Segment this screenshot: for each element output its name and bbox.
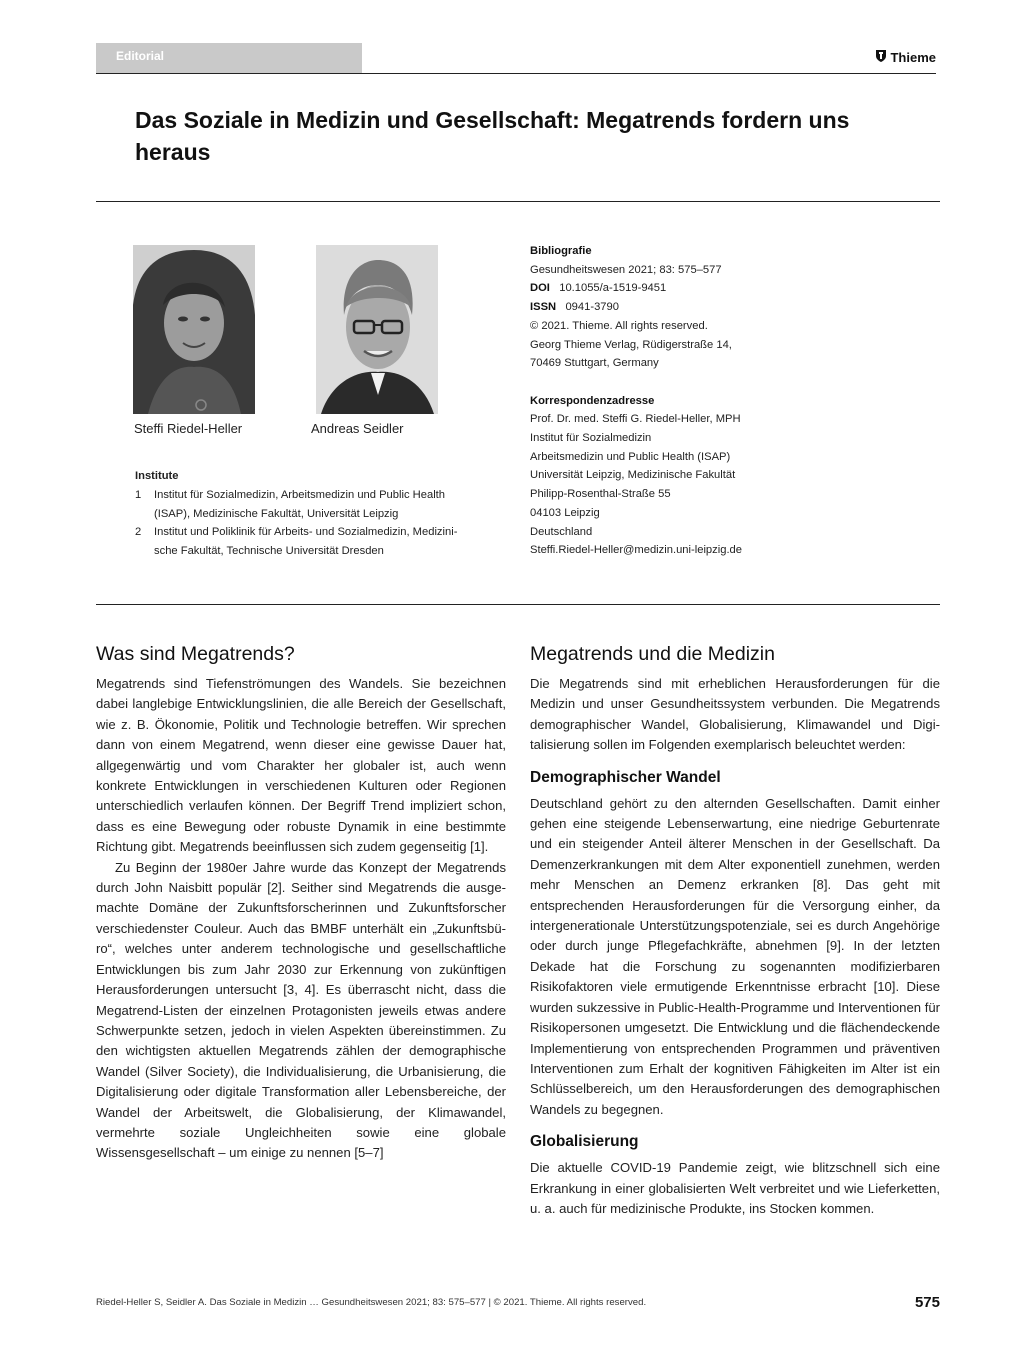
subheading-globalisierung: Globalisierung bbox=[530, 1133, 639, 1151]
issn-value: 0941-3790 bbox=[565, 301, 619, 314]
institutes-heading: Institute bbox=[135, 470, 179, 482]
correspondence-line: Institut für Sozialmedizin bbox=[530, 432, 652, 445]
bibliography-block bbox=[530, 242, 930, 560]
author-photo-seidler bbox=[316, 245, 438, 414]
correspondence-line: 04103 Leipzig bbox=[530, 506, 600, 519]
article-title: Das Soziale in Medizin und Gesellschaft: Megatrends fordern uns heraus bbox=[135, 107, 850, 165]
page-number: 575 bbox=[914, 1294, 940, 1311]
institute-line: (ISAP), Medizinische Fakultät, Universität Leipzig bbox=[154, 507, 399, 520]
publisher-address-line: Georg Thieme Verlag, Rüdigerstraße 14, bbox=[530, 338, 732, 351]
body-paragraph: Megatrends sind Tiefenströmungen des Wandels. Sie bezeichnen dabei langlebige Entwicklungslinien, die alle Bereich der Gesellschaft, wie z. B. Ökonomie, Politik und Technologie betreffen. Wir sprechen dann von einem Megatrend, wenn dieser eine gewisse Dauer hat, allgegenwärtig und vom Charakter her globaler ist, auch wenn konkrete Entwicklungen in verschiedenen Kulturen oder Regionen unterschiedlich verlaufen können. Der Begriff Trend impliziert schon, dass es eine Bewegung oder robuste Dynamik in eine bestimmte Richtung gibt. Megatrends beeinflussen sich zudem gegenseitig [1]. bbox=[96, 676, 506, 855]
title-rule bbox=[96, 201, 940, 202]
publisher-address-line: 70469 Stuttgart, Germany bbox=[530, 357, 659, 370]
publisher-brand bbox=[875, 49, 936, 65]
institute-item-1 bbox=[135, 486, 505, 523]
correspondence-line: Philipp-Rosenthal-Straße 55 bbox=[530, 488, 671, 501]
issn-label: ISSN bbox=[530, 301, 557, 314]
correspondence-line: Prof. Dr. med. Steffi G. Riedel-Heller, MPH bbox=[530, 413, 741, 426]
institute-number: 2 bbox=[135, 526, 142, 538]
copyright-line: © 2021. Thieme. All rights reserved. bbox=[530, 319, 708, 332]
section-heading-medizin: Megatrends und die Medizin bbox=[530, 643, 775, 665]
section-label: Editorial bbox=[116, 49, 165, 63]
frontmatter-rule bbox=[96, 604, 940, 605]
institute-item-2 bbox=[135, 523, 505, 560]
section-heading-megatrends: Was sind Megatrends? bbox=[96, 643, 295, 665]
author-photo-riedel-heller bbox=[133, 245, 255, 414]
header-rule bbox=[96, 73, 936, 74]
body-paragraph: Deutschland gehört zu den alternden Gesellschaften. Damit einher gehen eine steigende Lebenserwartung, eine niedrige Geburtenrate und ein steigender Anteil älterer Menschen in der Gesellschaft. Da Demenzerkrankungen mit dem Alter exponentiell zunehmen, werden mehr Menschen an Demenz erkranken [8]. Das geht mit entsprechenden Herausforderungen für die Versorgung einher, da intergenerationale Unterstützungspotenziale, sei es durch Angehörige oder durch junge Pflegefachkräfte, abnehmen [9]. In der letzten Dekade hat die Forschung zu sogenannten modifizierbaren Risikofaktoren viele ermutigende Erkenntnisse erbracht [10]. Diese wurden sukzessive in Public-Health-Programme und Interventionen für Risikopersonen umgesetzt. Die Entwicklung und die flächendeckende Implementierung von entsprechenden Programmen und präventiven Interventionen zum Erhalt der kognitiven Fähigkeiten im Alter ist ein Schlüsselbereich, um den Herausforderungen des demographischen Wandels zu begegnen. bbox=[530, 795, 940, 1117]
institute-number: 1 bbox=[135, 489, 142, 501]
institute-line: Institut und Poliklinik für Arbeits- und Sozialmedizin, Medizini- bbox=[154, 526, 458, 538]
body-paragraph: Die aktuelle COVID-19 Pandemie zeigt, wie blitzschnell sich eine Erkrankung in einer globalisierten Welt verbreitet und wie Lieferketten, u. a. auch für medizinische Produkte, ins Stocken kommen. bbox=[530, 1160, 940, 1216]
author-name-2: Andreas Seidler bbox=[311, 421, 404, 436]
body-paragraph: Zu Beginn der 1980er Jahre wurde das Konzept der Megatrends durch John Naisbitt populär [2]. Seither sind Megatrends die ausgemachte Domäne der Zukunftsforscherinnen und Zukunftsforscher verschiedenster Couleur. Auch das BMBF unterhält ein „Zukunftsbüro“, welches unter anderem technologische und gesellschaftliche Entwicklungen bis zum Jahr 2030 zur Erkennung von zukünftigen Herausforderungen untersucht [3, 4]. Es überrascht nicht, dass die Megatrend-Listen der einzelnen Protagonisten jeweils etwas andere Schwerpunkte setzen, jedoch in vielen Aspekten übereinstimmen. Zu den wichtigsten aktuellen Megatrends zählen der demographische Wandel (Silver Society), die Individualisierung, die Urbanisierung, die Digitalisierung oder digitale Transformation aller Lebensbereiche, der Wandel der Arbeitswelt, die Globalisierung, der Klimawandel, vermehrte soziale Ungleichheiten sowie eine globale Wissensgesellschaft – um einige zu nennen [5–7] bbox=[96, 859, 506, 1161]
publisher-name: Thieme bbox=[890, 49, 936, 65]
correspondence-email[interactable]: Steffi.Riedel-Heller@medizin.uni-leipzig.de bbox=[530, 544, 742, 557]
body-paragraph: Die Megatrends sind mit erheblichen Herausforderungen für die Medizin und unser Gesundheitssystem verbunden. Die Megatrends demographischer Wandel, Globalisierung, Klimawandel und Digitalisierung sollen im Folgenden exemplarisch beleuchtet werden: bbox=[530, 676, 940, 753]
doi-label: DOI bbox=[530, 282, 550, 295]
thieme-crest-icon bbox=[875, 49, 887, 65]
subheading-demographischer-wandel: Demographischer Wandel bbox=[530, 768, 721, 786]
institute-line: Institut für Sozialmedizin, Arbeitsmedizin und Public Health bbox=[154, 489, 446, 501]
correspondence-heading: Korrespondenzadresse bbox=[530, 394, 655, 407]
doi-link[interactable]: 10.1055/a-1519-9451 bbox=[559, 282, 667, 295]
left-column bbox=[96, 640, 506, 1164]
institute-line: sche Fakultät, Technische Universität Dresden bbox=[154, 544, 384, 557]
correspondence-line: Arbeitsmedizin und Public Health (ISAP) bbox=[530, 450, 731, 463]
correspondence-line: Deutschland bbox=[530, 525, 593, 538]
bibliography-citation: Gesundheitswesen 2021; 83: 575–577 bbox=[530, 263, 722, 276]
footer-citation: Riedel-Heller S, Seidler A. Das Soziale in Medizin … Gesundheitswesen 2021; 83: 575–577 | © 2021. Thieme. All rights reserved. bbox=[96, 1297, 647, 1308]
author-name-1: Steffi Riedel-Heller bbox=[134, 421, 243, 436]
bibliography-heading: Bibliografie bbox=[530, 245, 592, 257]
right-column bbox=[530, 640, 940, 1219]
correspondence-line: Universität Leipzig, Medizinische Fakultät bbox=[530, 469, 736, 482]
